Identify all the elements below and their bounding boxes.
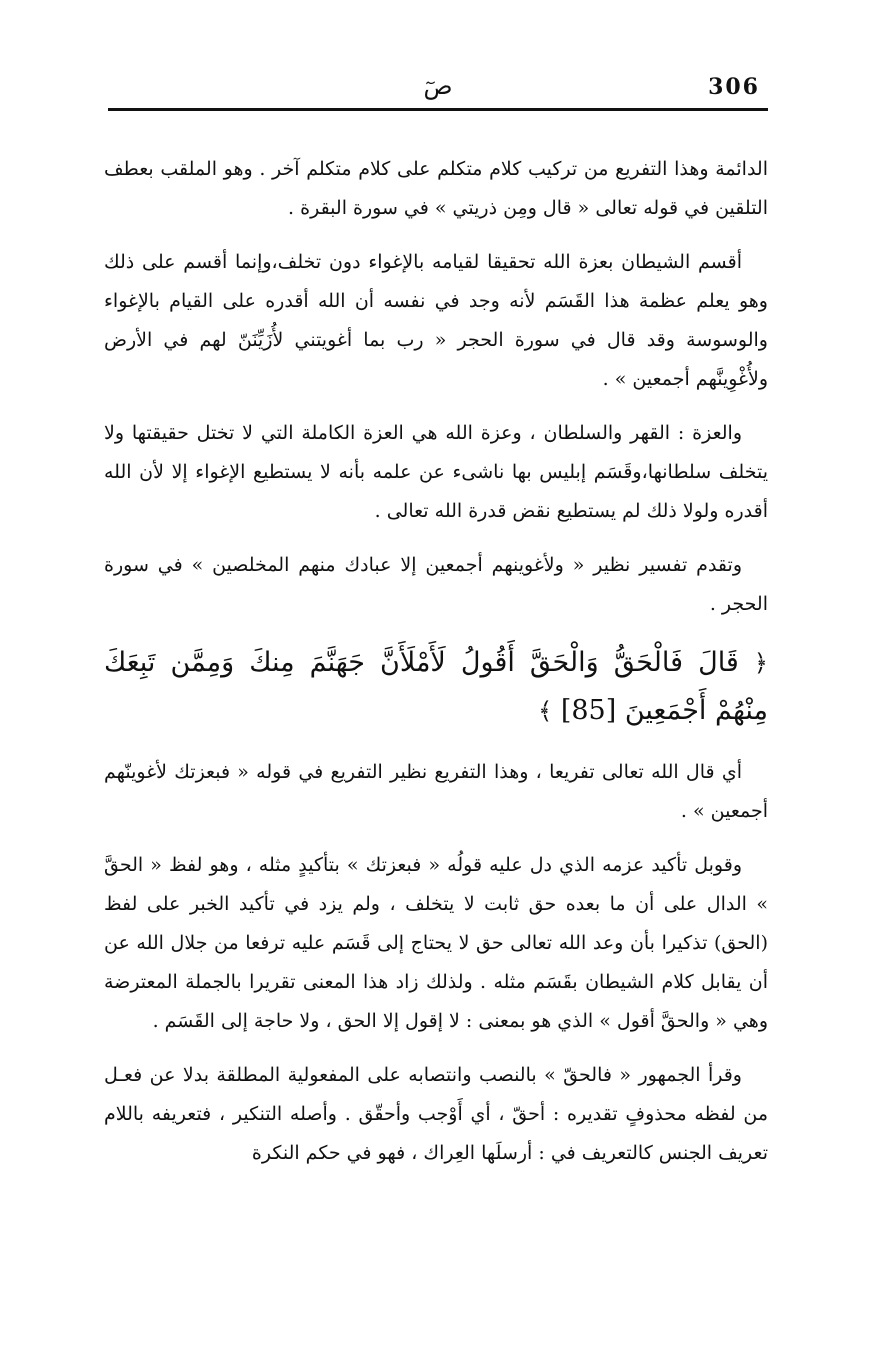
paragraph-7: وقرأ الجمهور « فالحقّ » بالنصب وانتصابه على المفعولية المطلقة بدلا عن فعـل من لفظه محذوفٍ تقديره : أحقّ ، أي أَوْجب وأحقّق . وأصله التنكير ، فتعريفه باللام تعريف الجنس كالتعريف في : أرسلَها العِراك ، فهو في حكم النكرة xyxy=(104,1064,768,1164)
quran-verse xyxy=(104,639,768,735)
page-header xyxy=(108,70,768,110)
paragraph-4: وتقدم تفسير نظير « ولأغوينهم أجمعين إلا عبادك منهم المخلصين » في سورة الحجر . xyxy=(104,554,768,615)
header-rule xyxy=(108,108,768,111)
paragraph-3: والعزة : القهر والسلطان ، وعزة الله هي العزة الكاملة التي لا تختل حقيقتها ولا يتخلف سلطانها،وقَسَم إبليس بها ناشىء عن علمه بأنه لا يستطيع الإغواء إلا لأن الله أقدره ولولا ذلك لم يستطيع نقض قدرة الله تعالى . xyxy=(104,422,768,522)
paragraph-2: أقسم الشيطان بعزة الله تحقيقا لقيامه بالإغواء دون تخلف،وإنما أقسم على ذلك وهو يعلم عظمة هذا القَسَم لأنه وجد في نفسه أن الله أقدره على القيام بالإغواء والوسوسة وقد قال في سورة الحجر « رب بما أغويتني لأُزَيِّنَنّ لهم في الأرض ولأُغْوِينَّهم أجمعين » . xyxy=(104,251,768,390)
verse-open-bracket: ﴿ xyxy=(753,649,768,677)
paragraph-1: الدائمة وهذا التفريع من تركيب كلام متكلم على كلام متكلم آخر . وهو الملقب بعطف التلقين في قوله تعالى « قال ومِن ذريتي » في سورة البقرة . xyxy=(104,158,768,219)
running-title: صٓ xyxy=(423,72,453,100)
verse-text: قَالَ فَالْحَقُّ وَالْحَقَّ أَقُولُ لَأَمْلَأَنَّ جَهَنَّمَ مِنكَ وَمِمَّن تَبِعَكَ مِنْهُمْ أَجْمَعِينَ xyxy=(104,647,768,726)
paragraph-6: وقوبل تأكيد عزمه الذي دل عليه قولُه « فبعزتك » بتأكيدٍ مثله ، وهو لفظ « الحقَّ » الدال على أن ما بعده حق ثابت لا يتخلف ، ولم يزد في تأكيد الخبر على لفظ (الحق) تذكيرا بأن وعد الله تعالى حق لا يحتاج إلى قَسَم عليه ترفعا من جلال الله عن أن يقابل كلام الشيطان بقَسَم مثله . ولذلك زاد هذا المعنى تقريرا بالجملة المعترضة وهي « والحقَّ أقول » الذي هو بمعنى : لا إقول إلا الحق ، ولا حاجة إلى القَسَم . xyxy=(104,854,769,1032)
verse-number: [85] xyxy=(560,695,617,726)
page-number: 306 xyxy=(708,74,760,100)
paragraph-5: أي قال الله تعالى تفريعا ، وهذا التفريع نظير التفريع في قوله « فبعزتك لأغوينّهم أجمعين » . xyxy=(104,761,768,822)
page-body xyxy=(104,150,768,1188)
verse-close-bracket: ﴾ xyxy=(538,697,553,725)
